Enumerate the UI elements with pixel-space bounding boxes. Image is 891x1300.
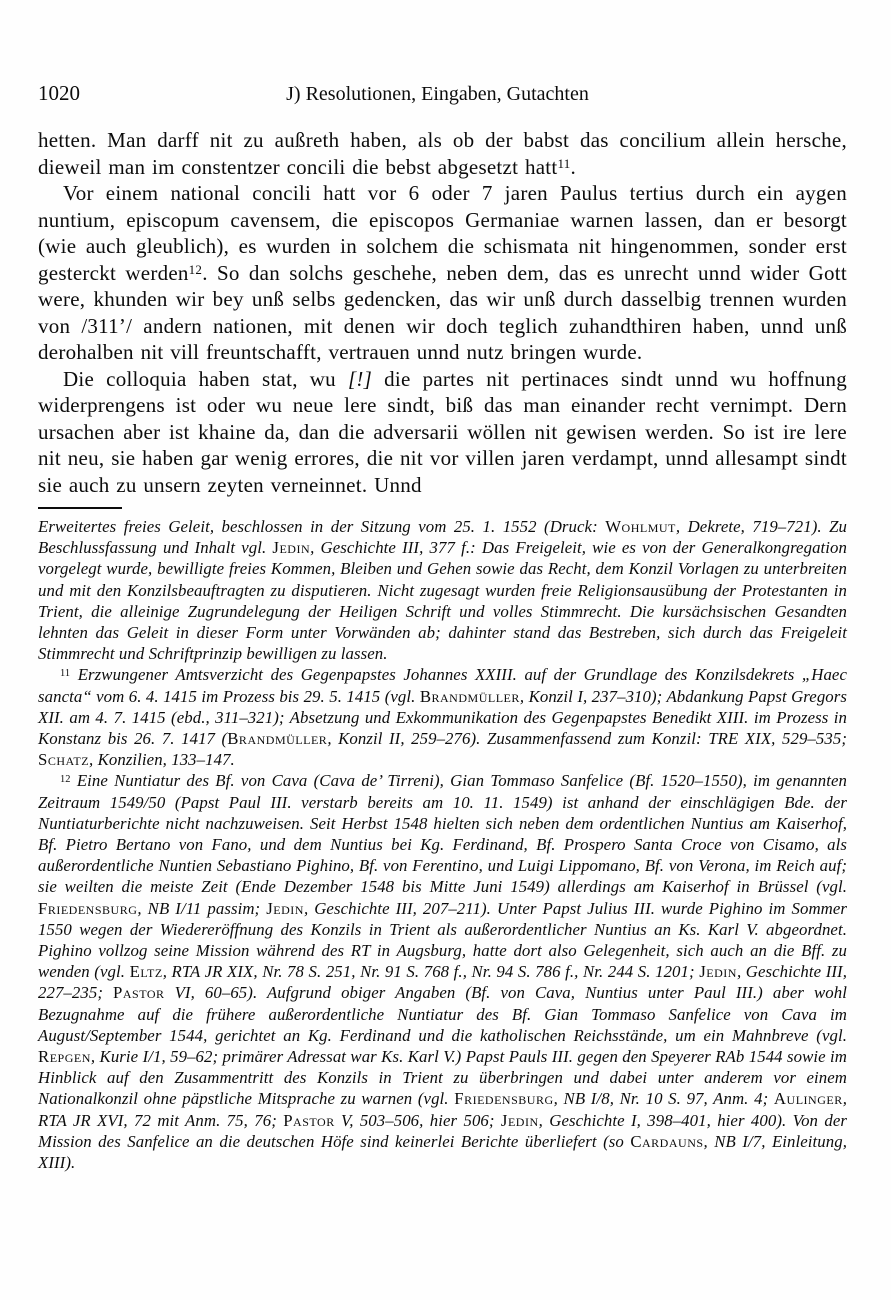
author-name: Friedensburg: [454, 1089, 554, 1109]
running-head: J) Resolutionen, Eingaben, Gutachten: [286, 83, 589, 105]
footnote-11: [38, 664, 847, 770]
text-segment: Erweitertes freies Geleit, beschlossen in der Sitzung vom 25. 1. 1552 (Druck:: [38, 517, 606, 536]
paragraph: [38, 366, 847, 499]
author-name: Jedin: [266, 898, 304, 918]
text-segment: die partes nit pertinaces sindt unnd wu hoffnung widerprengens ist oder wu neue lere sindt, biß das man einander recht vernimpt. Dern ursachen aber ist khaine da, dan die adversarii wöllen nit gewisen werden. So ist ire lere nit neu, sie haben gar wenig errores, die nit vor villen jaren verdampt, unnd allesampt sindt sie auch zu unsern zeyten verneinnet. Unnd: [38, 366, 847, 497]
main-text: [38, 127, 847, 498]
text-segment: , NB I/7, Einleitung, XIII).: [38, 1131, 847, 1173]
text-segment: . So dan solchs geschehe, neben dem, das es unrecht unnd wider Gott were, khunden wir bey unß selbs gedencken, das wir unß durch dasselbig trennen wurden von /311’/ andern nationen, mit denen wir doch teglich zuhandthiren haben, unnd unß derohalben nit vill freuntschafft, vertrauen unnd nutz bringen wurde.: [38, 260, 847, 364]
author-name: Cardauns: [630, 1131, 704, 1151]
text-segment: , Geschichte III, 377 f.: Das Freigeleit, wie es von der Generalkongregation vorgelegt wurde, bewilligte freies Kommen, Bleiben und Gehen sowie das Recht, dem Konzil Vorlagen zu unterbreiten und mit den Konzilsbeauftragten zu disputieren. Nicht zugesagt wurden freie Religionsausübung der Protestanten in Trient, die alleinige Zugrundelegung der Heiligen Schrift und volles Stimmrecht. Die kursächsischen Gesandten lehnten das Geleit in dieser Form unter Vorwänden ab; dahinter stand das Bestreben, sich durch das Freigeleit Stimmrecht und Schriftprinzip bewilligen zu lassen.: [38, 538, 847, 664]
text-segment: , Kurie I/1, 59–62; primärer Adressat war Ks. Karl V.) Papst Pauls III. gegen den Speyerer RAb 1544 sowie im Hinblick auf den Zusammentritt des Konzils in Trient zu überbringen und dabei unter anderem vor einem Nationalkonzil ohne päpstliche Mitsprache zu warnen (vgl.: [38, 1047, 847, 1109]
author-name: Pastor: [283, 1110, 335, 1130]
author-name: Brandmüller: [419, 686, 520, 706]
footnote-number: 11: [557, 155, 571, 171]
text-segment: , Konzilien, 133–147.: [89, 750, 235, 770]
author-name: Brandmüller: [227, 729, 328, 749]
text-segment: , RTA JR XVI, 72 mit Anm. 75, 76;: [38, 1089, 847, 1130]
author-name: Jedin: [699, 962, 737, 982]
footnotes-section: [38, 516, 847, 1173]
text-segment: [!]: [347, 366, 373, 391]
text-segment: , RTA JR XIX, Nr. 78 S. 251, Nr. 91 S. 768 f., Nr. 94 S. 786 f., Nr. 244 S. 1201;: [162, 962, 700, 982]
text-segment: , Dekrete, 719–721). Zu Beschlussfassung und Inhalt vgl.: [38, 517, 847, 558]
text-segment: hetten. Man darff nit zu außreth haben, als ob der babst das concilium allein hersche, dieweil man im constentzer concili die bebst abgesetzt hatt: [38, 128, 847, 179]
paragraph: [38, 180, 847, 366]
author-name: Friedensburg: [38, 898, 138, 918]
text-segment: , Geschichte III, 207–211). Unter Papst Julius III. wurde Pighino im Sommer 1550 wegen der Wiedereröffnung des Konzils in Trient als außerordentlicher Nuntius an Ks. Karl V. abgeordnet. Pighino vollzog seine Mission während des RT in Augsburg, hatte dort also Gelegenheit, sich auch an die Bff. zu wenden (vgl.: [38, 898, 847, 982]
text-segment: , Geschichte III, 227–235;: [38, 962, 847, 1003]
text-segment: Erzwungener Amtsverzicht des Gegenpapstes Johannes XXIII. auf der Grundlage des Konzilsdekrets „Haec sancta“ vom 6. 4. 1415 im Prozess bis 29. 5. 1415 (vgl.: [38, 665, 847, 706]
author-name: Pastor: [113, 983, 165, 1003]
text-segment: Eine Nuntiatur des Bf. von Cava (Cava de’ Tirreni), Gian Tommaso Sanfelice (Bf. 1520–1550), im genannten Zeitraum 1549/50 (Papst Paul III. verstarb bereits am 10. 11. 1549) ist anhand der einschlägigen Bde. der Nuntiaturberichte nicht nachzuweisen. Seit Herbst 1548 hielten sich neben dem ordentlichen Nuntius am Kaiserhof, Bf. Pietro Bertano von Fano, und dem Nuntius bei Kg. Ferdinand, Bf. Prospero Santa Croce von Cisamo, als außerordentliche Nuntien Sebastiano Pighino, Bf. von Ferentino, und Luigi Lippomano, Bf. von Verona, im Reich auf; sie weilten die meiste Zeit (Ende Dezember 1548 bis Mitte Juni 1549) allerdings am Kaiserhof in Brüssel (vgl.: [38, 771, 847, 897]
text-segment: .: [570, 154, 577, 179]
text-segment: V, 503–506, hier 506;: [334, 1110, 501, 1130]
text-segment: , NB I/11 passim;: [137, 898, 267, 918]
author-name: Schatz: [38, 750, 90, 770]
text-segment: , Konzil II, 259–276). Zusammenfassend zum Konzil: TRE XIX, 529–535;: [327, 729, 847, 749]
text-segment: VI, 60–65). Aufgrund obiger Angaben (Bf. von Cava, Nuntius unter Paul III.) aber wohl Bezugnahme auf die frühere außerordentliche Nuntiatur des Bf. Gian Tommaso Sanfelice von Cava im August/September 1544, gerichtet an Kg. Ferdinand und die katholischen Reichsstände, um ein Mahnbreve (vgl.: [38, 983, 848, 1045]
footnote-12: [38, 770, 847, 1173]
footnote-number: 12: [60, 773, 71, 785]
footnote-continuation: [38, 516, 847, 664]
footnote-number: 12: [188, 261, 203, 277]
author-name: Wohlmut: [605, 517, 676, 536]
author-name: Repgen: [38, 1047, 91, 1067]
author-name: Eltz: [129, 962, 163, 982]
text-segment: , Konzil I, 237–310); Abdankung Papst Gregors XII. am 4. 7. 1415 (ebd., 311–321); Absetzung und Exkommunikation des Gegenpapstes Benedikt XIII. im Prozess in Konstanz bis 26. 7. 1417 (: [38, 686, 848, 749]
text-segment: Die colloquia haben stat, wu: [63, 366, 348, 391]
text-segment: , NB I/8, Nr. 10 S. 97, Anm. 4;: [553, 1089, 774, 1109]
footnote-number: 11: [60, 667, 71, 679]
footnote-separator: [38, 507, 122, 509]
author-name: Jedin: [500, 1110, 539, 1130]
author-name: Aulinger: [773, 1089, 843, 1109]
author-name: Jedin: [272, 538, 311, 558]
paragraph: [38, 127, 847, 180]
page-number: 1020: [38, 81, 80, 105]
page-header: [38, 80, 847, 107]
text-segment: , Geschichte I, 398–401, hier 400). Von der Mission des Sanfelice an die deutschen Höfe sind keinerlei Berichte überliefert (so: [38, 1110, 847, 1151]
text-segment: Vor einem national concili hatt vor 6 oder 7 jaren Paulus tertius durch ein aygen nuntium, episcopum cavensem, die episcopos Germaniae warnen lassen, dan er besorgt (wie auch gleublich), es wurden in solchem die schismata nit hingenommen, sonder erst gesterckt werden: [38, 181, 847, 285]
